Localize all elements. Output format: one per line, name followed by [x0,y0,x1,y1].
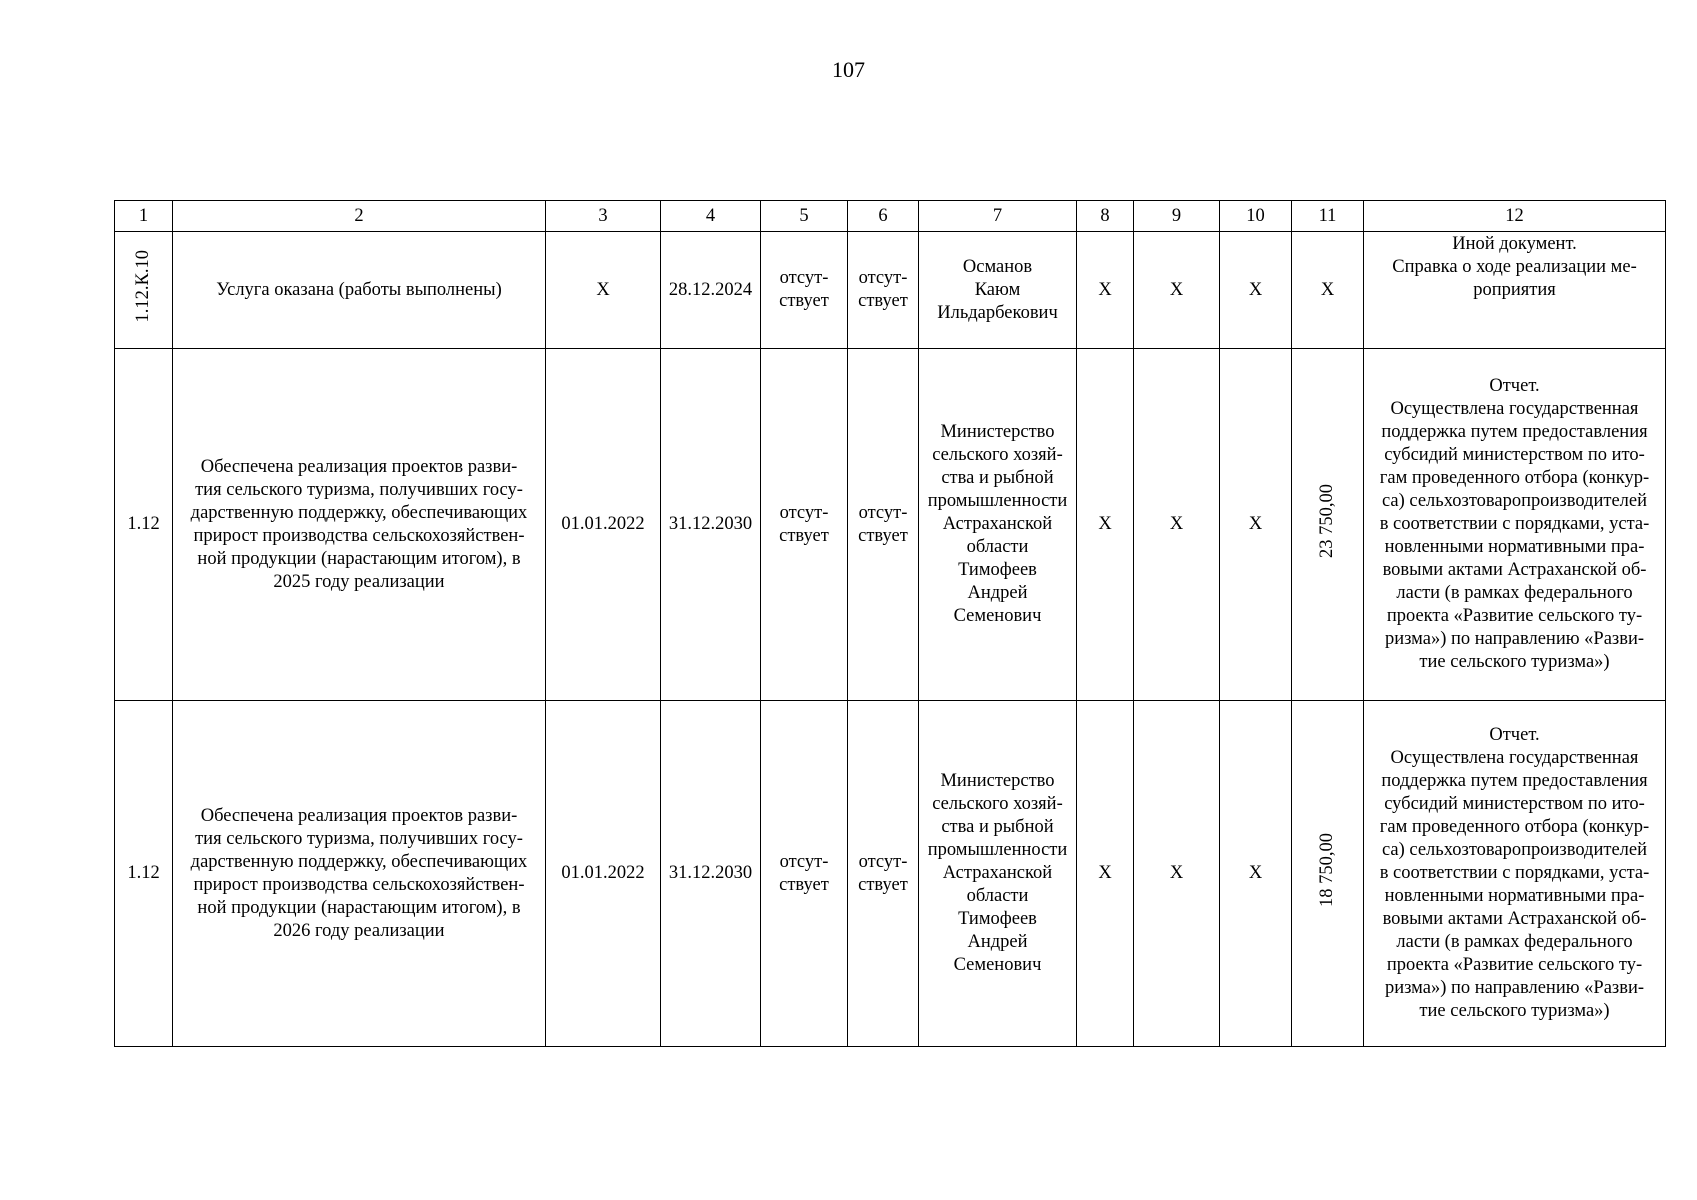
column-number: 8 [1077,201,1134,232]
column-number: 11 [1292,201,1364,232]
column-8-cell: X [1077,349,1134,701]
column-number: 9 [1134,201,1220,232]
column-9-cell: X [1134,701,1220,1047]
document-cell: Иной документ. Справка о ходе реализации ме- роприятия [1364,232,1666,349]
column-9-cell: X [1134,349,1220,701]
column-number: 4 [661,201,761,232]
column-10-cell: X [1220,701,1292,1047]
column-number: 5 [761,201,848,232]
page-number: 107 [832,57,865,82]
column-10-cell: X [1220,232,1292,349]
plan-table [114,200,1666,1047]
column-10-cell: X [1220,349,1292,701]
amount-cell [1292,701,1364,1047]
responsible-cell: Министерство сельского хозяй- ства и рыбной промышленности Астраханской области Тимофеев Андрей Семенович [919,701,1077,1047]
column-6-cell: отсут- ствует [848,701,919,1047]
document-cell: Отчет. Осуществлена государственная поддержка путем предоставления субсидий министерством по ито- гам проведенного отбора (конкур- са) сельхозтоваропроизводителей в соответствии с порядками, уста- новленными нормативными пра- вовыми актами Астраханской об- ласти (в рамках федерального проекта «Развитие сельского ту- ризма») по направлению «Разви- тие сельского туризма») [1364,349,1666,701]
end-date-cell: 31.12.2030 [661,701,761,1047]
amount-cell: X [1292,232,1364,349]
start-date-cell: 01.01.2022 [546,701,661,1047]
end-date-cell: 31.12.2030 [661,349,761,701]
table-row [115,232,1666,349]
table-row [115,349,1666,701]
row-id: 1.12.К.10 [133,250,153,323]
column-5-cell: отсут- ствует [761,349,848,701]
column-8-cell: X [1077,701,1134,1047]
amount-value: 18 750,00 [1317,833,1337,907]
column-6-cell: отсут- ствует [848,349,919,701]
table-row [115,701,1666,1047]
result-cell: Услуга оказана (работы выполнены) [173,232,546,349]
column-9-cell: X [1134,232,1220,349]
result-cell: Обеспечена реализация проектов разви- тия сельского туризма, получивших госу- дарственную поддержку, обеспечивающих прирост производства сельскохозяйствен- ной продукции (нарастающим итогом), в 2026 году реализации [173,701,546,1047]
row-id-cell: 1.12 [115,701,173,1047]
amount-cell [1292,349,1364,701]
column-number: 2 [173,201,546,232]
amount-value: 23 750,00 [1317,484,1337,558]
column-number: 1 [115,201,173,232]
column-number: 6 [848,201,919,232]
start-date-cell: 01.01.2022 [546,349,661,701]
column-number: 7 [919,201,1077,232]
column-number-row [115,201,1666,232]
column-6-cell: отсут- ствует [848,232,919,349]
row-id-cell [115,232,173,349]
start-date-cell: X [546,232,661,349]
column-number: 10 [1220,201,1292,232]
column-8-cell: X [1077,232,1134,349]
responsible-cell: Министерство сельского хозяй- ства и рыбной промышленности Астраханской области Тимофеев Андрей Семенович [919,349,1077,701]
column-number: 3 [546,201,661,232]
column-5-cell: отсут- ствует [761,232,848,349]
result-cell: Обеспечена реализация проектов разви- тия сельского туризма, получивших госу- дарственную поддержку, обеспечивающих прирост производства сельскохозяйствен- ной продукции (нарастающим итогом), в 2025 году реализации [173,349,546,701]
column-5-cell: отсут- ствует [761,701,848,1047]
end-date-cell: 28.12.2024 [661,232,761,349]
column-number: 12 [1364,201,1666,232]
row-id-cell: 1.12 [115,349,173,701]
responsible-cell: Османов Каюм Ильдарбекович [919,232,1077,349]
document-cell: Отчет. Осуществлена государственная поддержка путем предоставления субсидий министерством по ито- гам проведенного отбора (конкур- са) сельхозтоваропроизводителей в соответствии с порядками, уста- новленными нормативными пра- вовыми актами Астраханской об- ласти (в рамках федерального проекта «Развитие сельского ту- ризма») по направлению «Разви- тие сельского туризма») [1364,701,1666,1047]
